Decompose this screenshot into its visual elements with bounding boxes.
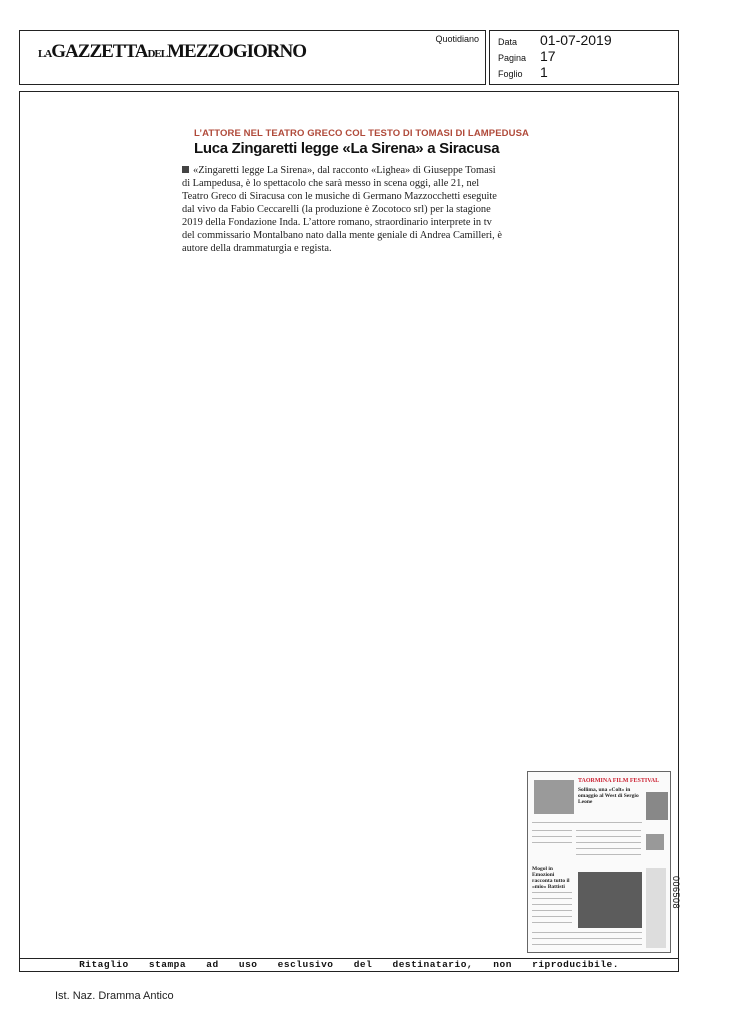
sheet-label: Foglio xyxy=(498,69,523,79)
thumb-rule xyxy=(532,830,572,831)
thumb-rule xyxy=(532,938,642,939)
bullet-square-icon xyxy=(182,166,189,173)
thumb-rule xyxy=(532,904,572,905)
thumb-photo xyxy=(646,834,664,850)
thumb-headline-1: Sollima, una «Colt» in omaggio al West di Sergio Leone xyxy=(578,787,639,805)
thumb-rule xyxy=(576,848,641,849)
meta-box xyxy=(489,30,679,85)
publication-type: Quotidiano xyxy=(435,34,479,44)
thumb-rule xyxy=(532,922,572,923)
thumb-rule xyxy=(576,836,641,837)
page-thumbnail xyxy=(527,771,671,953)
thumb-rule xyxy=(576,842,641,843)
page-value: 17 xyxy=(540,48,556,64)
thumb-column xyxy=(646,868,666,948)
footer-notice: Ritaglio stampa ad uso esclusivo del destinatario, non riproducibile. xyxy=(20,958,678,971)
logo-la: LA xyxy=(38,48,52,60)
thumb-rule xyxy=(532,932,642,933)
article-headline: Luca Zingaretti legge «La Sirena» a Siracusa xyxy=(194,140,500,157)
article-kicker: L’ATTORE NEL TEATRO GRECO COL TESTO DI TOMASI DI LAMPEDUSA xyxy=(194,128,529,139)
logo-gazzetta: GAZZETTA xyxy=(51,41,148,62)
serial-code: 006508 xyxy=(671,876,681,910)
thumb-rule xyxy=(576,854,641,855)
date-value: 01-07-2019 xyxy=(540,32,612,48)
thumb-rule xyxy=(576,830,641,831)
thumb-rule xyxy=(532,910,572,911)
thumb-photo xyxy=(646,792,668,820)
thumb-rule xyxy=(532,892,572,893)
thumb-photo xyxy=(534,780,574,814)
article-body xyxy=(182,164,504,255)
source-label: Ist. Naz. Dramma Antico xyxy=(55,990,174,1002)
thumb-headline-2: Mogol in Emozioni racconta tutto il «mio» Battisti xyxy=(532,866,570,890)
thumb-section: TAORMINA FILM FESTIVAL xyxy=(578,778,660,784)
newspaper-logo xyxy=(38,41,306,63)
article-body-text: «Zingaretti legge La Sirena», dal racconto «Lighea» di Giuseppe Tomasi di Lampedusa, è lo spettacolo che sarà messo in scena oggi, alle 21, nel Teatro Greco di Siracusa con le musiche di Germano Mazzocchetti eseguite dal vivo da Fabio Ceccarelli (la produzione è Zocotoco srl) per la stagione 2019 della Fondazione Inda. L’attore romano, straordinario interprete in tv del commissario Montalbano nato dalla mente geniale di Andrea Camilleri, è autore della drammaturgia e regista. xyxy=(182,165,502,254)
page-label: Pagina xyxy=(498,53,527,63)
logo-del: DEL xyxy=(147,48,168,60)
sheet-value: 1 xyxy=(540,64,548,80)
logo-mezzogiorno: MEZZOGIORNO xyxy=(167,41,306,62)
thumb-rule xyxy=(532,836,572,837)
thumb-rule xyxy=(532,898,572,899)
thumb-rule xyxy=(532,916,572,917)
masthead-box xyxy=(19,30,486,85)
thumb-rule xyxy=(532,842,572,843)
thumb-rule xyxy=(532,944,642,945)
date-label: Data xyxy=(498,37,518,47)
thumb-rule xyxy=(532,822,642,823)
thumb-photo xyxy=(578,872,642,928)
